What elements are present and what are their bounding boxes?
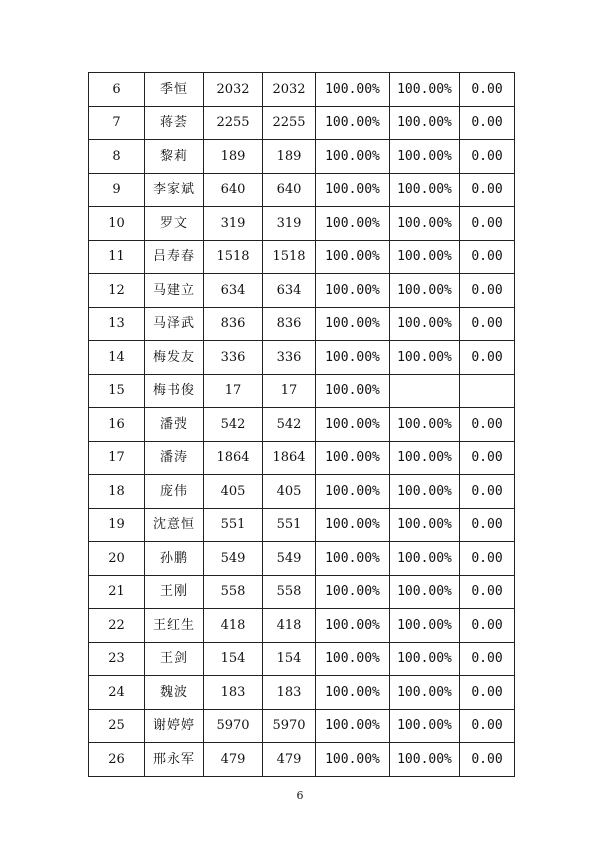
percent-cell: 100.00% [316,743,390,777]
percent-cell: 100.00% [316,642,390,676]
percent-cell: 100.00% [316,73,390,107]
name-cell: 马建立 [145,274,204,308]
value-b-cell: 2032 [263,73,316,107]
value-b-cell: 319 [263,207,316,241]
row-number-cell: 10 [89,207,145,241]
row-number-cell: 8 [89,140,145,174]
value-a-cell: 2032 [204,73,263,107]
value-b-cell: 479 [263,743,316,777]
value-a-cell: 542 [204,408,263,442]
percent-2-cell: 100.00% [390,106,460,140]
rate-cell: 0.00 [460,341,515,375]
table-row [89,575,515,609]
value-a-cell: 479 [204,743,263,777]
value-a-cell: 17 [204,374,263,408]
percent-2-cell: 100.00% [390,475,460,509]
percent-2-cell: 100.00% [390,341,460,375]
table-row [89,140,515,174]
value-a-cell: 836 [204,307,263,341]
row-number-cell: 9 [89,173,145,207]
table-row [89,274,515,308]
percent-2-cell: 100.00% [390,274,460,308]
percent-2-cell: 100.00% [390,609,460,643]
value-a-cell: 634 [204,274,263,308]
name-cell: 黎莉 [145,140,204,174]
row-number-cell: 25 [89,709,145,743]
value-b-cell: 17 [263,374,316,408]
data-table [88,72,515,777]
row-number-cell: 15 [89,374,145,408]
row-number-cell: 20 [89,542,145,576]
table-row [89,441,515,475]
percent-cell: 100.00% [316,207,390,241]
percent-2-cell [390,374,460,408]
name-cell: 孙鹏 [145,542,204,576]
name-cell: 季恒 [145,73,204,107]
page-number: 6 [296,789,304,802]
percent-2-cell: 100.00% [390,307,460,341]
value-b-cell: 405 [263,475,316,509]
table-row [89,743,515,777]
percent-2-cell: 100.00% [390,709,460,743]
value-b-cell: 336 [263,341,316,375]
name-cell: 王红生 [145,609,204,643]
name-cell: 邢永军 [145,743,204,777]
rate-cell: 0.00 [460,542,515,576]
name-cell: 潘涛 [145,441,204,475]
value-a-cell: 558 [204,575,263,609]
value-a-cell: 319 [204,207,263,241]
name-cell: 罗文 [145,207,204,241]
rate-cell: 0.00 [460,106,515,140]
row-number-cell: 24 [89,676,145,710]
table-row [89,374,515,408]
table-row [89,307,515,341]
percent-2-cell: 100.00% [390,240,460,274]
percent-cell: 100.00% [316,274,390,308]
value-b-cell: 549 [263,542,316,576]
row-number-cell: 7 [89,106,145,140]
name-cell: 王刚 [145,575,204,609]
value-b-cell: 1864 [263,441,316,475]
table-row [89,408,515,442]
value-a-cell: 154 [204,642,263,676]
table-row [89,642,515,676]
value-a-cell: 640 [204,173,263,207]
row-number-cell: 13 [89,307,145,341]
percent-cell: 100.00% [316,508,390,542]
rate-cell: 0.00 [460,307,515,341]
rate-cell: 0.00 [460,642,515,676]
value-b-cell: 640 [263,173,316,207]
rate-cell: 0.00 [460,475,515,509]
percent-2-cell: 100.00% [390,173,460,207]
rate-cell: 0.00 [460,709,515,743]
rate-cell: 0.00 [460,743,515,777]
name-cell: 李家斌 [145,173,204,207]
rate-cell: 0.00 [460,140,515,174]
value-b-cell: 189 [263,140,316,174]
rate-cell: 0.00 [460,240,515,274]
table-row [89,73,515,107]
value-b-cell: 836 [263,307,316,341]
percent-cell: 100.00% [316,173,390,207]
percent-2-cell: 100.00% [390,140,460,174]
rate-cell: 0.00 [460,173,515,207]
table-row [89,508,515,542]
table-row [89,475,515,509]
percent-2-cell: 100.00% [390,73,460,107]
percent-cell: 100.00% [316,106,390,140]
rate-cell: 0.00 [460,508,515,542]
value-b-cell: 183 [263,676,316,710]
rate-cell: 0.00 [460,408,515,442]
percent-2-cell: 100.00% [390,743,460,777]
table-row [89,341,515,375]
percent-cell: 100.00% [316,609,390,643]
percent-cell: 100.00% [316,441,390,475]
percent-2-cell: 100.00% [390,575,460,609]
value-a-cell: 1518 [204,240,263,274]
name-cell: 蒋荟 [145,106,204,140]
percent-2-cell: 100.00% [390,508,460,542]
rate-cell: 0.00 [460,609,515,643]
percent-cell: 100.00% [316,408,390,442]
value-a-cell: 2255 [204,106,263,140]
value-a-cell: 189 [204,140,263,174]
rate-cell: 0.00 [460,274,515,308]
row-number-cell: 12 [89,274,145,308]
name-cell: 吕寿春 [145,240,204,274]
percent-2-cell: 100.00% [390,441,460,475]
name-cell: 王剑 [145,642,204,676]
value-b-cell: 154 [263,642,316,676]
name-cell: 潘弢 [145,408,204,442]
table-row [89,676,515,710]
table-row [89,207,515,241]
table-row [89,240,515,274]
percent-cell: 100.00% [316,709,390,743]
value-a-cell: 336 [204,341,263,375]
value-a-cell: 183 [204,676,263,710]
table-body [89,73,515,777]
name-cell: 谢婷婷 [145,709,204,743]
rate-cell: 0.00 [460,73,515,107]
percent-cell: 100.00% [316,374,390,408]
row-number-cell: 19 [89,508,145,542]
percent-cell: 100.00% [316,341,390,375]
rate-cell [460,374,515,408]
table-row [89,106,515,140]
percent-2-cell: 100.00% [390,676,460,710]
value-a-cell: 418 [204,609,263,643]
percent-cell: 100.00% [316,542,390,576]
value-b-cell: 418 [263,609,316,643]
percent-cell: 100.00% [316,475,390,509]
percent-cell: 100.00% [316,240,390,274]
percent-cell: 100.00% [316,140,390,174]
value-b-cell: 551 [263,508,316,542]
rate-cell: 0.00 [460,207,515,241]
rate-cell: 0.00 [460,676,515,710]
name-cell: 梅发友 [145,341,204,375]
percent-cell: 100.00% [316,307,390,341]
row-number-cell: 23 [89,642,145,676]
rate-cell: 0.00 [460,575,515,609]
percent-2-cell: 100.00% [390,642,460,676]
percent-2-cell: 100.00% [390,408,460,442]
percent-2-cell: 100.00% [390,207,460,241]
row-number-cell: 14 [89,341,145,375]
name-cell: 庞伟 [145,475,204,509]
value-a-cell: 1864 [204,441,263,475]
value-b-cell: 2255 [263,106,316,140]
value-a-cell: 5970 [204,709,263,743]
table-row [89,542,515,576]
name-cell: 魏波 [145,676,204,710]
row-number-cell: 11 [89,240,145,274]
rate-cell: 0.00 [460,441,515,475]
value-a-cell: 405 [204,475,263,509]
name-cell: 沈意恒 [145,508,204,542]
table-row [89,609,515,643]
value-b-cell: 558 [263,575,316,609]
row-number-cell: 18 [89,475,145,509]
row-number-cell: 22 [89,609,145,643]
value-b-cell: 542 [263,408,316,442]
value-b-cell: 634 [263,274,316,308]
value-b-cell: 1518 [263,240,316,274]
row-number-cell: 6 [89,73,145,107]
row-number-cell: 17 [89,441,145,475]
name-cell: 梅书俊 [145,374,204,408]
row-number-cell: 21 [89,575,145,609]
value-a-cell: 551 [204,508,263,542]
percent-cell: 100.00% [316,676,390,710]
table-row [89,709,515,743]
percent-2-cell: 100.00% [390,542,460,576]
table-row [89,173,515,207]
value-b-cell: 5970 [263,709,316,743]
row-number-cell: 16 [89,408,145,442]
name-cell: 马泽武 [145,307,204,341]
percent-cell: 100.00% [316,575,390,609]
row-number-cell: 26 [89,743,145,777]
value-a-cell: 549 [204,542,263,576]
